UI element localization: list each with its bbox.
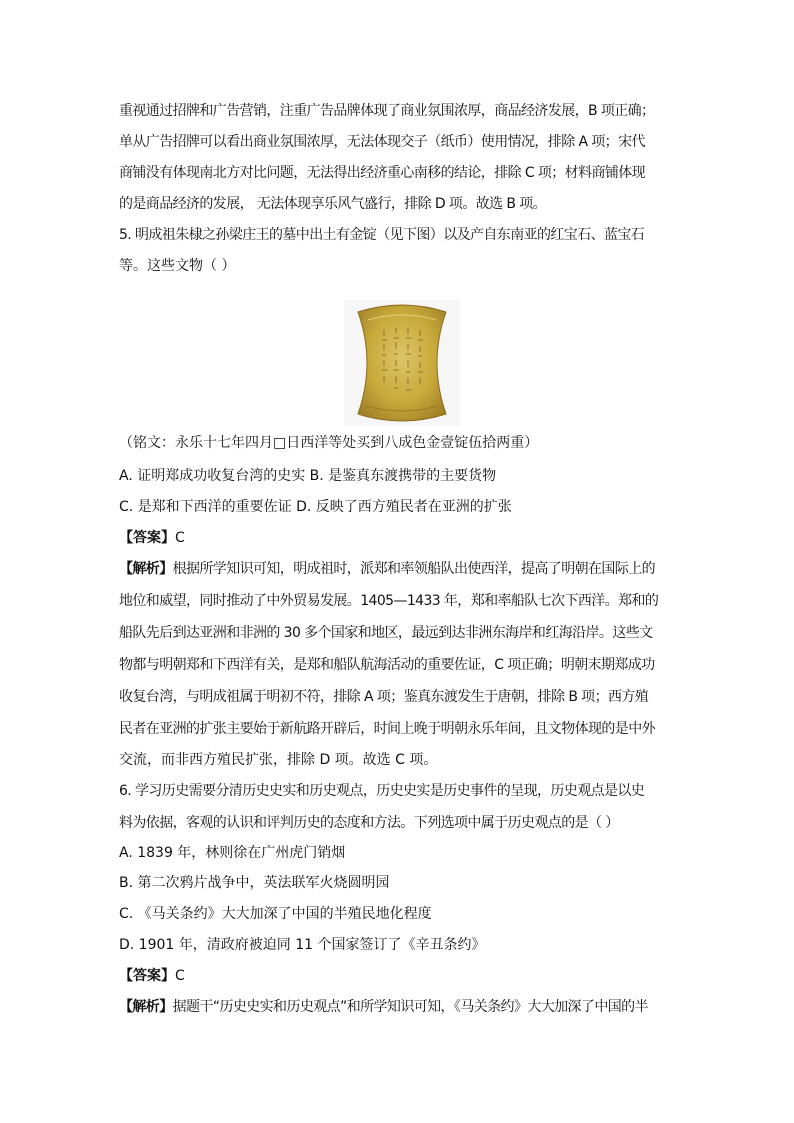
intro-line-2: 单从广告招牌可以看出商业氛围浓厚，无法体现交子（纸币）使用情况，排除 A 项；宋代 [119,134,645,150]
analysis-label: 【解析】 [119,999,173,1015]
question-6-option-b: B. 第二次鸦片战争中，英法联军火烧圆明园 [119,875,390,891]
answer-label: 【答案】 [119,530,175,546]
gold-ingot-icon [344,300,460,426]
question-5-stem-line-1: 5. 明成祖朱棣之孙梁庄王的墓中出土有金锭（见下图）以及产自东南亚的红宝石、蓝宝石 [119,227,645,243]
analysis-text: 根据所学知识可知，明成祖时，派郑和率领船队出使西洋，提高了明朝在国际上的 [172,561,656,577]
question-5-analysis-line-2: 地位和威望，同时推动了中外贸易发展。1405—1433 年，郑和率船队七次下西洋。郑和的 [119,593,659,609]
question-5-analysis-line-7: 交流，而非西方殖民扩张，排除 D 项。故选 C 项。 [119,752,438,768]
question-5-analysis-line-1 [119,554,679,584]
question-5-options-line-1: A. 证明郑成功收复台湾的史实 B. 是鉴真东渡携带的主要货物 [119,468,497,484]
question-5-answer [119,523,679,553]
question-6-option-a: A. 1839 年，林则徐在广州虎门销烟 [119,845,346,861]
question-5-options-line-2: C. 是郑和下西洋的重要佐证 D. 反映了西方殖民者在亚洲的扩张 [119,499,512,515]
question-5-analysis-line-6: 民者在亚洲的扩张主要始于新航路开辟后，时间上晚于明朝永乐年间，且文物体现的是中外 [119,721,655,737]
question-6-option-d: D. 1901 年，清政府被迫同 11 个国家签订了《辛丑条约》 [119,937,486,953]
gold-ingot-image [344,300,460,426]
question-6-answer [119,961,679,991]
intro-line-1: 重视通过招牌和广告营销，注重广告品牌体现了商业氛围浓厚，商品经济发展，B 项正确； [119,103,655,119]
question-6-stem-line-1: 6. 学习历史需要分清历史史实和历史观点，历史史实是历史事件的呈现，历史观点是以史 [119,783,645,799]
question-6-stem-line-2: 料为依据，客观的认识和评判历史的态度和方法。下列选项中属于历史观点的是（ ） [119,815,619,831]
intro-line-3: 商铺没有体现南北方对比问题，无法得出经济重心南移的结论，排除 C 项；材料商铺体现 [119,165,646,181]
figure-caption: （铭文：永乐十七年四月□日西洋等处买到八成色金壹锭伍拾两重） [119,435,539,451]
question-5-stem-line-2: 等。这些文物（ ） [119,258,236,274]
question-6-option-c: C. 《马关条约》大大加深了中国的半殖民地化程度 [119,906,432,922]
answer-value: C [175,968,185,984]
question-6-analysis-line-1 [119,992,679,1022]
question-5-analysis-line-3: 船队先后到达亚洲和非洲的 30 多个国家和地区，最远到达非洲东海岸和红海沿岸。这些文 [119,625,653,641]
analysis-label: 【解析】 [119,561,173,577]
analysis-text: 据题干“历史史实和历史观点”和所学知识可知，《马关条约》大大加深了中国的半 [172,999,648,1015]
answer-value: C [175,530,185,546]
intro-line-4: 的是商品经济的发展， 无法体现享乐风气盛行，排除 D 项。故选 B 项。 [119,196,547,212]
answer-label: 【答案】 [119,968,175,984]
question-5-analysis-line-5: 收复台湾，与明成祖属于明初不符，排除 A 项；鉴真东渡发生于唐朝，排除 B 项；西方殖 [119,689,649,705]
question-5-analysis-line-4: 物都与明朝郑和下西洋有关，是郑和船队航海活动的重要佐证，C 项正确；明朝末期郑成功 [119,657,655,673]
